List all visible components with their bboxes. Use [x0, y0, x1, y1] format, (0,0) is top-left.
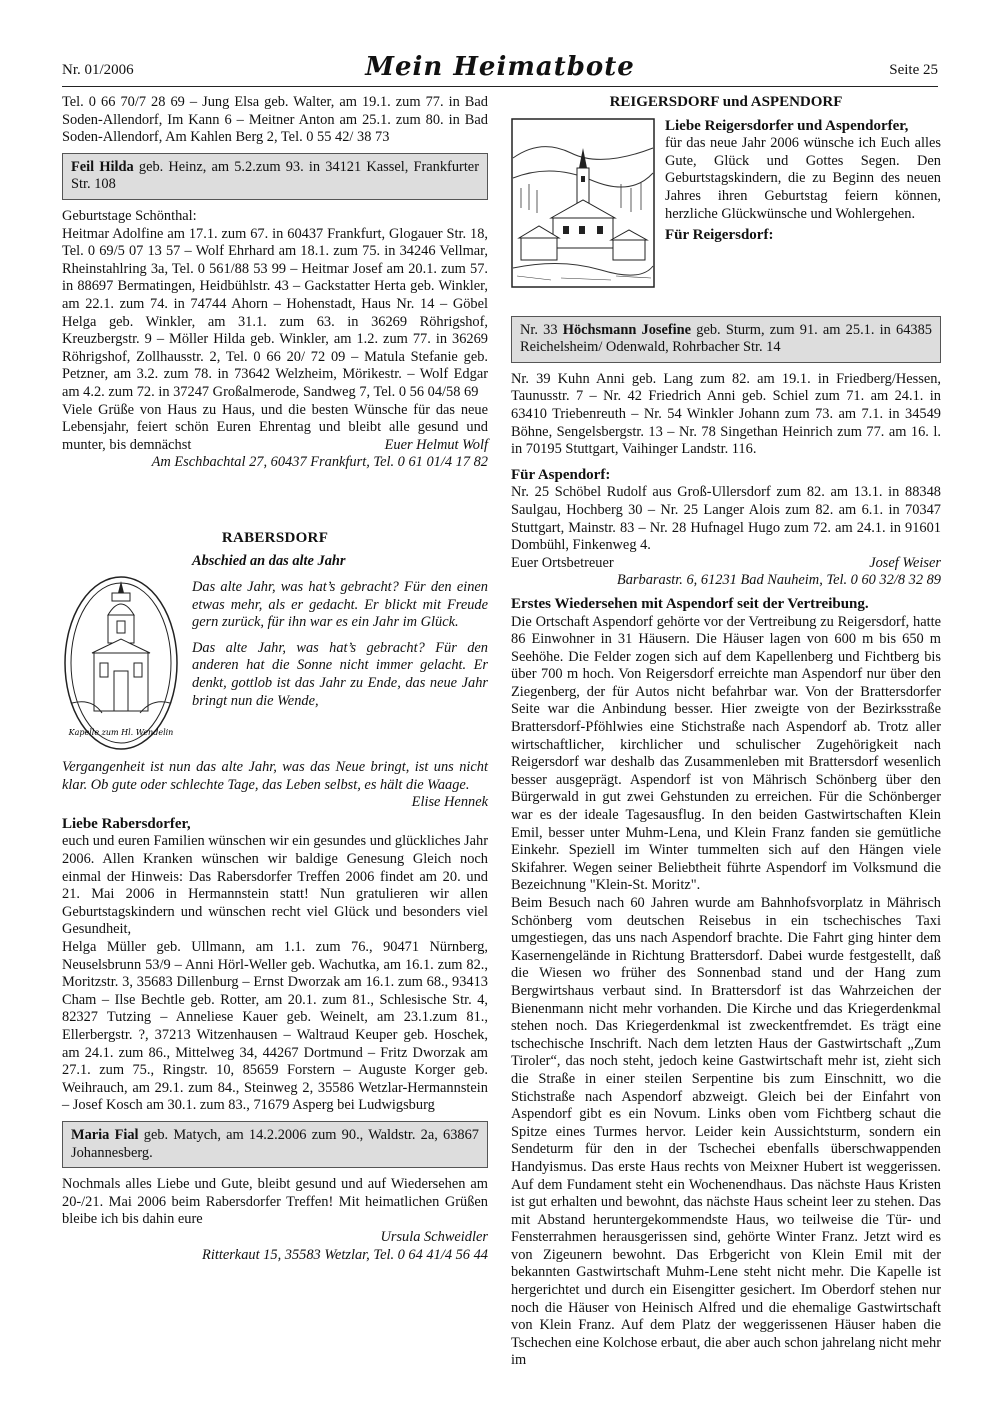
highlight-box-hoechsmann	[511, 316, 941, 363]
reigersdorf-greeting-head: Liebe Reigersdorfer und Aspendorfer,	[665, 117, 909, 134]
section-title-rabersdorf: RABERSDORF	[221, 529, 329, 546]
highlight-box-fial	[62, 1121, 488, 1168]
box-text: geb. Matych, am 14.2.2006 zum 90., Waldstr. 2a, 63867 Johannesberg.	[71, 1126, 479, 1161]
reigersdorf-intro	[511, 118, 941, 318]
box-name: Höchsmann Josefine	[562, 321, 692, 338]
signature-line	[511, 555, 941, 573]
reigersdorf-birthdays: Nr. 39 Kuhn Anni geb. Lang zum 82. am 19.1. in Friedberg/Hessen, Taunusstr. 7 – Nr. 42 Friedrich Anni geb. Schiel zum 71. am 24.1. in 63410 Triebenreuth – Nr. 54 Winkler Johann zum 73. am 7.1. in 34549 Böhne, Sengelsbergstr. 13 – Nr. 78 Singethan Heinrich zum 77. am 16. l. in 70195 Stuttgart, Vaihinger Landstr. 116.	[511, 370, 941, 458]
signature-role: Euer Ortsbetreuer	[511, 554, 614, 571]
village-illustration	[511, 118, 655, 318]
rabersdorf-closing: Nochmals alles Liebe und Gute, bleibt gesund und auf Wiedersehen am 20-/21. Mai 2006 beim Rabersdorfer Treffen! Mit heimatlichen Grüßen bleibe ich bis dahin eure	[62, 1176, 488, 1228]
box-prefix: Nr. 33	[520, 321, 563, 338]
left-column	[62, 94, 488, 1264]
article-paragraph-1: Die Ortschaft Aspendorf gehörte vor der Vertreibung zu Reigersdorf, hatte 86 Einwohner in 31 Häusern. Die Häuser lagen von 600 m bis 650 m Seehöhe. Die Felder zogen sich auf dem Kapellenberg und Fichtberg bis über 700 m hoch. Von Reigersdorf erreichte man Aspendorf nur über den Ziegenberg, der für Autos nicht befahrbar war. Von der Brattersdorfer Seite war die Anbindung besser. Hier zweigte von der Bezirksstraße Brattersdorf-Pföhlwies eine Stichstraße nach Aspendorf ab. Trotz aller wirtschaftlicher, kirchlicher und schulischer Zugehörigkeit nach Reigersdorf war deshalb das Zusammenleben mit Brattersdorf wesenlich besser ausgeprägt. Aspendorf ist von Mährisch Schönberg über den Bürgerwald in gut zwei Gehstunden zu erreichen. Für die Schönberger war es der ideale Tagesausflug. In den beiden Gastwirtschaften Klein Emil, besser unter Muhm-Lena, und Klein Franz fanden sie gemütliche Einkehr. Speziell im Winter tummelten sich auf den Hängen viele Skifahrer. Wegen seiner Beliebtheit führte Aspendorf im Volksmund die Bezeichnung "Klein-St. Moritz".	[511, 613, 941, 894]
box-name: Maria Fial	[71, 1126, 139, 1143]
reigersdorf-greeting-block	[665, 118, 941, 318]
rabersdorf-signature-address: Ritterkaut 15, 35583 Wetzlar, Tel. 0 64 41/4 56 44	[202, 1246, 488, 1263]
article-heading: Erstes Wiedersehen mit Aspendorf seit der Vertreibung.	[511, 595, 869, 612]
section-title-reigersdorf: REIGERSDORF und ASPENDORF	[609, 94, 843, 110]
signature-address: Am Eschbachtal 27, 60437 Frankfurt, Tel. 0 61 01/4 17 82	[151, 454, 488, 471]
schoenthal-heading: Geburtstage Schönthal:	[62, 207, 197, 224]
schoenthal-greeting: Viele Grüße von Haus zu Haus, und die besten Wünsche für das neue Lebensjahr, feiert schön Euren Ehrentag und bleibt alle gesund und munter, bis demnächst Euer Helmut Wolf	[62, 401, 488, 453]
masthead-logo: Mein Heimatbote	[365, 52, 635, 82]
poem-stanza-2: Das alte Jahr, was hat’s gebracht? Für den anderen hat die Sonne nicht immer gelacht. Er denkt, gottlob ist das Jahr zu Ende, das neue Jahr bringt nun die Wende,	[192, 639, 488, 709]
box-text: geb. Heinz, am 5.2.zum 93. in 34121 Kassel, Frankfurter Str. 108	[71, 158, 479, 193]
highlight-box-feil	[62, 153, 488, 200]
chapel-caption: Kapelle zum Hl. Wendelin	[68, 728, 174, 738]
signature-address: Barbarastr. 6, 61231 Bad Nauheim, Tel. 0 60 32/8 32 89	[616, 572, 941, 589]
right-column	[511, 94, 941, 1370]
reigersdorf-heading: Für Reigersdorf:	[665, 227, 774, 244]
box-text: geb. Sturm, zum 91. am 25.1. in 64385 Reichelsheim/ Odenwald, Rohrbacher Str. 14	[520, 321, 933, 356]
chapel-illustration	[62, 553, 180, 759]
poem-title: Abschied an das alte Jahr	[192, 553, 346, 570]
page-number: Seite 25	[889, 62, 938, 78]
reigersdorf-greeting: für das neue Jahr 2006 wünsche ich Euch alles Gute, Glück und Gottes Segen. Den Geburtstagskindern, die zu Beginn des neuen Jahres ihren Geburtstag feiern können, herzliche Glückwünsche und Wohlergehen.	[665, 135, 941, 222]
article-paragraph-2: Beim Besuch nach 60 Jahren wurde am Bahnhofsvorplatz in Mährisch Schönberg vom deutschen Reisebus in ein tschechisches Taxi umgestiegen, das uns nach Aspendorf brachte. Die Fahrt ging hinter dem Kasernengelände in Richtung Brattersdorf. Dabei wurde festgestellt, daß die Wiesen wo früher des Sonnenbad stand und der Hang zum Bergwirtshaus verbaut sind. In Brattersdorf ist das Wahrzeichen der Bienenmann nicht mehr vorhanden. Die Kirche und das Kriegerdenkmal stehen noch. Das Kriegerdenkmal ist zweckentfremdet. Es trägt eine tschechische Inschrift. Nach dem letzten Haus der Gastwirtschaft „Zum Tiroler“, das noch steht, jedoch keine Gastwirtschaft mehr ist, zieht sich die Straße in einer steilen Serpentine bis zum Einschnitt, wo die Stichstraße nach Aspendorf abzweigt. Gleich bei der Einfahrt von Aspendorf gibt es ein Novum. Links oben vom Fichtberg schaut die Spitze eines Turmes hervor. Leider kein Aussichtsturm, sondern ein Sendeturm für den in der Tschechei ebenfalls überschwappenden Handyismus. Das erste Haus rechts von Meixner Hubert ist weggerissen. Auf dem Fundament steht ein Wochenendhaus. Das nächste Haus Kristen ist gut erhalten und bewohnt, das nächste Haus scheint leer zu stehen. Das mit Abstand heruntergekommendste Haus, wo teilweise die Tür- und Fensterrahmen herausgerissen sind, gehörte Winter Franz. Jetzt wird es von Zigeunern bewohnt. Das Erbgericht von Klein Emil mit der bekannten Gastwirtschaft Muhm-Lene steht nicht mehr. Die Kapelle ist hergerichtet und durch ein Eisengitter gesichert. Im Oberdorf stehen nur noch die Häuser von Heinisch Alfred und die ehemalige Gastwirtschaft von Klein Franz. Auf dem Platz der weggerissenen Häuser haben die Tschechen eine Kolchose erbaut, die aber auch schon jahrelang nicht mehr im	[511, 895, 941, 1369]
signature-name: Josef Weiser	[869, 554, 941, 571]
box-name: Feil Hilda	[71, 158, 134, 175]
aspendorf-heading: Für Aspendorf:	[511, 466, 611, 483]
schoenthal-birthdays: Heitmar Adolfine am 17.1. zum 67. in 60437 Frankfurt, Glogauer Str. 18, Tel. 0 69/5 07 13 57 – Wolf Ehrhard am 18.1. zum 75. in 34246 Vellmar, Rheinstahlring 3a, Tel. 0 561/88 53 99 – Heitmar Josef am 20.1. zum 57. in 88697 Bermatingen, Heidbühlstr. 43 – Gackstatter Herta geb. Winkler, am 22.1. zum 74. in 74744 Ahorn – Hohenstadt, Haus Nr. 14 – Göbel Helga geb. Winkler, am 31.1. zum 63. in 36269 Röhrigshof, Kreuzbergstr. 9 – Möller Hilda geb. Winkler, am 1.2. zum 77. in 36269 Röhrigshof, Zollhausstr. 2, Tel. 0 66 20/ 72 09 – Matula Stefanie geb. Petzner, am 3.2. zum 78. in 73642 Welzheim, Mörikestr. – Wolf Edgar am 4.2. zum 72. in 37247 Großalmerode, Sandweg 7, Tel. 0 56 04/58 69	[62, 225, 488, 400]
aspendorf-birthdays: Nr. 25 Schöbel Rudolf aus Groß-Ullersdorf zum 82. am 13.1. in 88348 Saulgau, Hochberg 30 – Nr. 25 Langer Alois zum 82. am 6.1. in 70347 Stuttgart, Mainstr. 83 – Nr. 28 Hufnagel Hugo zum 72. am 24.1. in 91601 Dombühl, Finkenweg 4.	[511, 484, 941, 554]
rabersdorf-greeting-head: Liebe Rabersdorfer,	[62, 815, 191, 832]
poem-block	[62, 553, 488, 759]
page-header	[62, 50, 938, 87]
poem-author: Elise Hennek	[411, 794, 488, 811]
poem-stanza-3: Vergangenheit ist nun das alte Jahr, was das Neue bringt, ist uns nicht klar. Ob gute oder schlechte Tage, das Leben selbst, es hält die Waage.	[62, 759, 488, 793]
rabersdorf-greeting: euch und euren Familien wünschen wir ein gesundes und glückliches Jahr 2006. Allen Kranken wünschen wir baldige Genesung Gleich noch einmal der Hinweis: Das Rabersdorfer Treffen 2006 findet am 20. und 21. Mai 2006 in Hermannstein statt! Nun gratulieren wir allen Geburtstagskindern und wünschen recht viel Glück und besonders viel Gesundheit,	[62, 833, 489, 938]
issue-number: Nr. 01/2006	[62, 62, 134, 78]
signature-name: Euer Helmut Wolf	[384, 436, 488, 453]
poem-stanza-1: Das alte Jahr, was hat’s gebracht? Für den einen etwas mehr, als er gedacht. Er blickt mit Freude gern zurück, für ihn war es ein Jahr im Glück.	[192, 579, 488, 631]
rabersdorf-birthdays: Helga Müller geb. Ullmann, am 1.1. zum 76., 90471 Nürnberg, Neuselsbrunn 53/9 – Anni Hörl-Weller geb. Wachutka, am 16.1. zum 82., Moritzstr. 3, 35683 Dillenburg – Ernst Dworzak am 16.1. zum 68., 93413 Cham – Ilse Bechtle geb. Rotter, am 20.1. zum 81., Schlesische Str. 4, 82327 Tutzing – Anneliese Kauer geb. Weinelt, am 23.1.zum 81., Ellerbergstr. ?, 37213 Witzenhausen – Waltraud Keuper geb. Hoschek, am 24.1. zum 86., Mittelweg 34, 44267 Dortmund – Fritz Dworzak am 27.1. zum 75., Ringstr. 10, 85659 Forstern – Auguste Korger geb. Weihrauch, am 29.1. zum 84., Steinweg 2, 35586 Wetzlar-Hermannstein – Josef Kosch am 30.1. zum 83., 71679 Asperg bei Ludwigsburg	[62, 939, 488, 1114]
rabersdorf-signature-name: Ursula Schweidler	[380, 1228, 488, 1245]
intro-text: Tel. 0 66 70/7 28 69 – Jung Elsa geb. Walter, am 19.1. zum 77. in Bad Soden-Allendorf, Im Kann 6 – Meitner Anton am 25.1. zum 80. in Bad Soden-Allendorf, Am Kahlen Berg 2, Tel. 0 55 42/ 38 73	[62, 94, 488, 146]
poem-text	[192, 553, 488, 759]
